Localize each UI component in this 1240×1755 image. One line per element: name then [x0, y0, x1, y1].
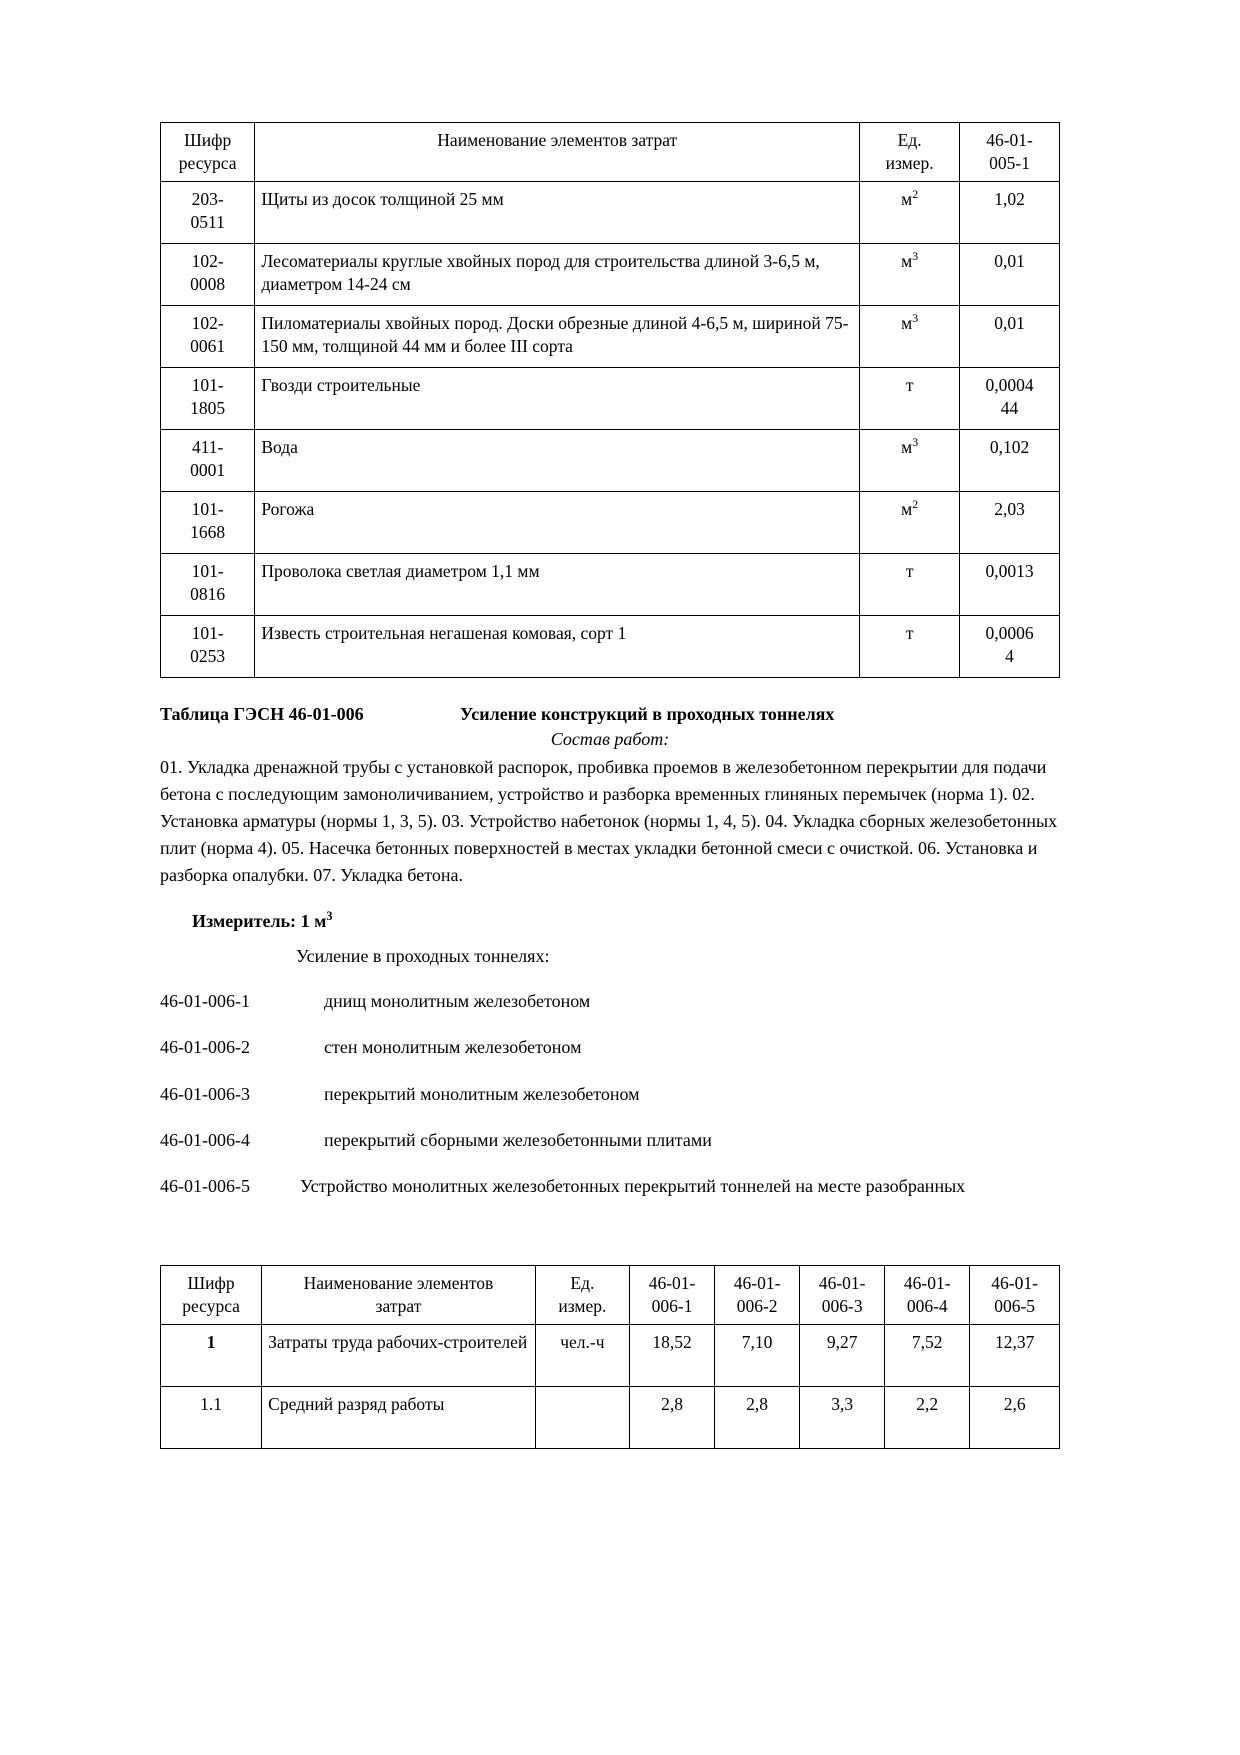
norm-description: Устройство монолитных железобетонных перекрытий тоннелей на месте разобранных [300, 1176, 966, 1197]
list-item [160, 1082, 1060, 1106]
cell-norm-code: 1 [161, 1324, 262, 1386]
cell-resource-name: Гвозди строительные [255, 368, 860, 430]
header-cell-norm-5: 46-01- 006-5 [970, 1265, 1060, 1324]
cell-resource-name: Проволока светлая диаметром 1,1 мм [255, 554, 860, 616]
header-cell-norm-1: 46-01- 006-1 [630, 1265, 715, 1324]
cell-resource-code: 203- 0511 [161, 182, 255, 244]
norm-description: стен монолитным железобетоном [324, 1037, 582, 1058]
cell-resource-name: Щиты из досок толщиной 25 мм [255, 182, 860, 244]
cell-norm-value: 12,37 [970, 1324, 1060, 1386]
cell-resource-value: 0,0004 44 [960, 368, 1060, 430]
header-cell-code: Шифр ресурса [161, 123, 255, 182]
section-table-label: Таблица ГЭСН 46-01-006 [160, 704, 364, 725]
cell-resource-unit: $м^3$ [860, 244, 960, 306]
spacer [160, 1221, 1060, 1265]
cell-resource-value: 0,0013 [960, 554, 1060, 616]
norms-list [160, 989, 1060, 1198]
cell-resource-value: 0,0006 4 [960, 616, 1060, 678]
cell-resource-name: Лесоматериалы круглые хвойных пород для строительства длиной 3-6,5 м, диаметром 14-24 см [255, 244, 860, 306]
cell-norm-value: 2,6 [970, 1386, 1060, 1448]
header-cell-name: Наименование элементов затрат [262, 1265, 536, 1324]
cell-norm-unit [535, 1386, 629, 1448]
section-table-title: Усиление конструкций в проходных тоннелях [460, 704, 835, 725]
norm-code: 46-01-006-5 [160, 1176, 250, 1197]
cell-resource-value: 0,01 [960, 244, 1060, 306]
cell-resource-value: 0,01 [960, 306, 1060, 368]
sostav-text: 01. Укладка дренажной трубы с установкой распорок, пробивка проемов в железобетонном перекрытии для подачи бетона с последующим замоноличиванием, устройство и разборка временных глиняных перемычек (норма 1). 02. Установка арматуры (нормы 1, 3, 5). 03. Устройство набетонок (нормы 1, 4, 5). 04. Укладка сборных железобетонных плит (норма 4). 05. Насечка бетонных поверхностей в местах укладки бетонной смеси с очисткой. 06. Установка и разборка опалубки. 07. Укладка бетона. [160, 757, 1058, 886]
cell-resource-value: 2,03 [960, 492, 1060, 554]
table-header-row [161, 123, 1060, 182]
cell-resource-value: 1,02 [960, 182, 1060, 244]
table-row [161, 244, 1060, 306]
cell-norm-value: 2,2 [885, 1386, 970, 1448]
cell-norm-value: 9,27 [800, 1324, 885, 1386]
norm-description: перекрытий монолитным железобетоном [324, 1083, 640, 1104]
cell-norm-value: 3,3 [800, 1386, 885, 1448]
norm-code: 46-01-006-3 [160, 1083, 250, 1104]
list-item [160, 989, 1060, 1013]
header-cell-unit: Ед. измер. [860, 123, 960, 182]
header-cell-norm-2: 46-01- 006-2 [715, 1265, 800, 1324]
cell-resource-unit: $м^3$ [860, 430, 960, 492]
resources-table [160, 122, 1060, 678]
cell-norm-value: 7,10 [715, 1324, 800, 1386]
cell-norm-value: 7,52 [885, 1324, 970, 1386]
unit-exponent: 3 [912, 311, 919, 326]
table-row [161, 430, 1060, 492]
unit-exponent: 3 [912, 435, 919, 450]
izmeritel-value: 1 м [300, 911, 327, 932]
cell-resource-code: 101- 0816 [161, 554, 255, 616]
cell-norm-value: 18,52 [630, 1324, 715, 1386]
cell-resource-code: 101- 1668 [161, 492, 255, 554]
section-heading [160, 704, 1060, 725]
table-row [161, 306, 1060, 368]
norm-code: 46-01-006-4 [160, 1130, 250, 1151]
table-row [161, 492, 1060, 554]
cell-resource-value: 0,102 [960, 430, 1060, 492]
cell-resource-code: 102- 0061 [161, 306, 255, 368]
cell-resource-unit: $м^3$ [860, 306, 960, 368]
header-cell-code: Шифр ресурса [161, 1265, 262, 1324]
table-header-row [161, 1265, 1060, 1324]
header-cell-norm-4: 46-01- 006-4 [885, 1265, 970, 1324]
cell-resource-code: 102- 0008 [161, 244, 255, 306]
cell-norm-name: Затраты труда рабочих-строителей [262, 1324, 536, 1386]
usilenie-label: Усиление в проходных тоннелях: [296, 946, 550, 967]
cell-resource-unit: $м^2$ [860, 182, 960, 244]
page-content [160, 122, 1060, 1449]
cell-norm-code: 1.1 [161, 1386, 262, 1448]
unit-exponent: 3 [912, 249, 919, 264]
cell-resource-name: Известь строительная негашеная комовая, сорт 1 [255, 616, 860, 678]
sostav-label: Состав работ: [550, 729, 670, 750]
unit-exponent: 2 [912, 187, 919, 202]
cell-norm-value: 2,8 [630, 1386, 715, 1448]
izmeritel-exponent: 3 [326, 909, 333, 924]
header-cell-name: Наименование элементов затрат [255, 123, 860, 182]
table-row [161, 554, 1060, 616]
cell-resource-unit: т [860, 616, 960, 678]
cell-resource-unit: т [860, 554, 960, 616]
norm-description: днищ монолитным железобетоном [324, 991, 591, 1012]
cell-norm-name: Средний разряд работы [262, 1386, 536, 1448]
cell-resource-code: 411- 0001 [161, 430, 255, 492]
cell-resource-code: 101- 0253 [161, 616, 255, 678]
list-item [160, 1035, 1060, 1059]
norm-description: перекрытий сборными железобетонными плитами [324, 1130, 712, 1151]
cell-norm-value: 2,8 [715, 1386, 800, 1448]
cell-resource-code: 101- 1805 [161, 368, 255, 430]
table-row [161, 368, 1060, 430]
norms-table [160, 1265, 1060, 1449]
norm-code: 46-01-006-2 [160, 1037, 250, 1058]
cell-resource-unit: т [860, 368, 960, 430]
cell-resource-name: Пиломатериалы хвойных пород. Доски обрезные длиной 4-6,5 м, шириной 75-150 мм, толщиной 44 мм и более III сорта [255, 306, 860, 368]
header-cell-norm-3: 46-01- 006-3 [800, 1265, 885, 1324]
cell-resource-unit: $м^2$ [860, 492, 960, 554]
izmeritel-label: Измеритель: [192, 911, 297, 932]
header-cell-unit: Ед. измер. [535, 1265, 629, 1324]
list-item [160, 1174, 1060, 1198]
table-row [161, 1324, 1060, 1386]
cell-resource-name: Рогожа [255, 492, 860, 554]
cell-norm-unit: чел.-ч [535, 1324, 629, 1386]
unit-exponent: 2 [912, 497, 919, 512]
header-cell-value: 46-01- 005-1 [960, 123, 1060, 182]
list-item [160, 1128, 1060, 1152]
table-row [161, 616, 1060, 678]
cell-resource-name: Вода [255, 430, 860, 492]
norm-code: 46-01-006-1 [160, 991, 250, 1012]
table-row [161, 1386, 1060, 1448]
table-row [161, 182, 1060, 244]
izmeritel-line [160, 911, 1060, 932]
